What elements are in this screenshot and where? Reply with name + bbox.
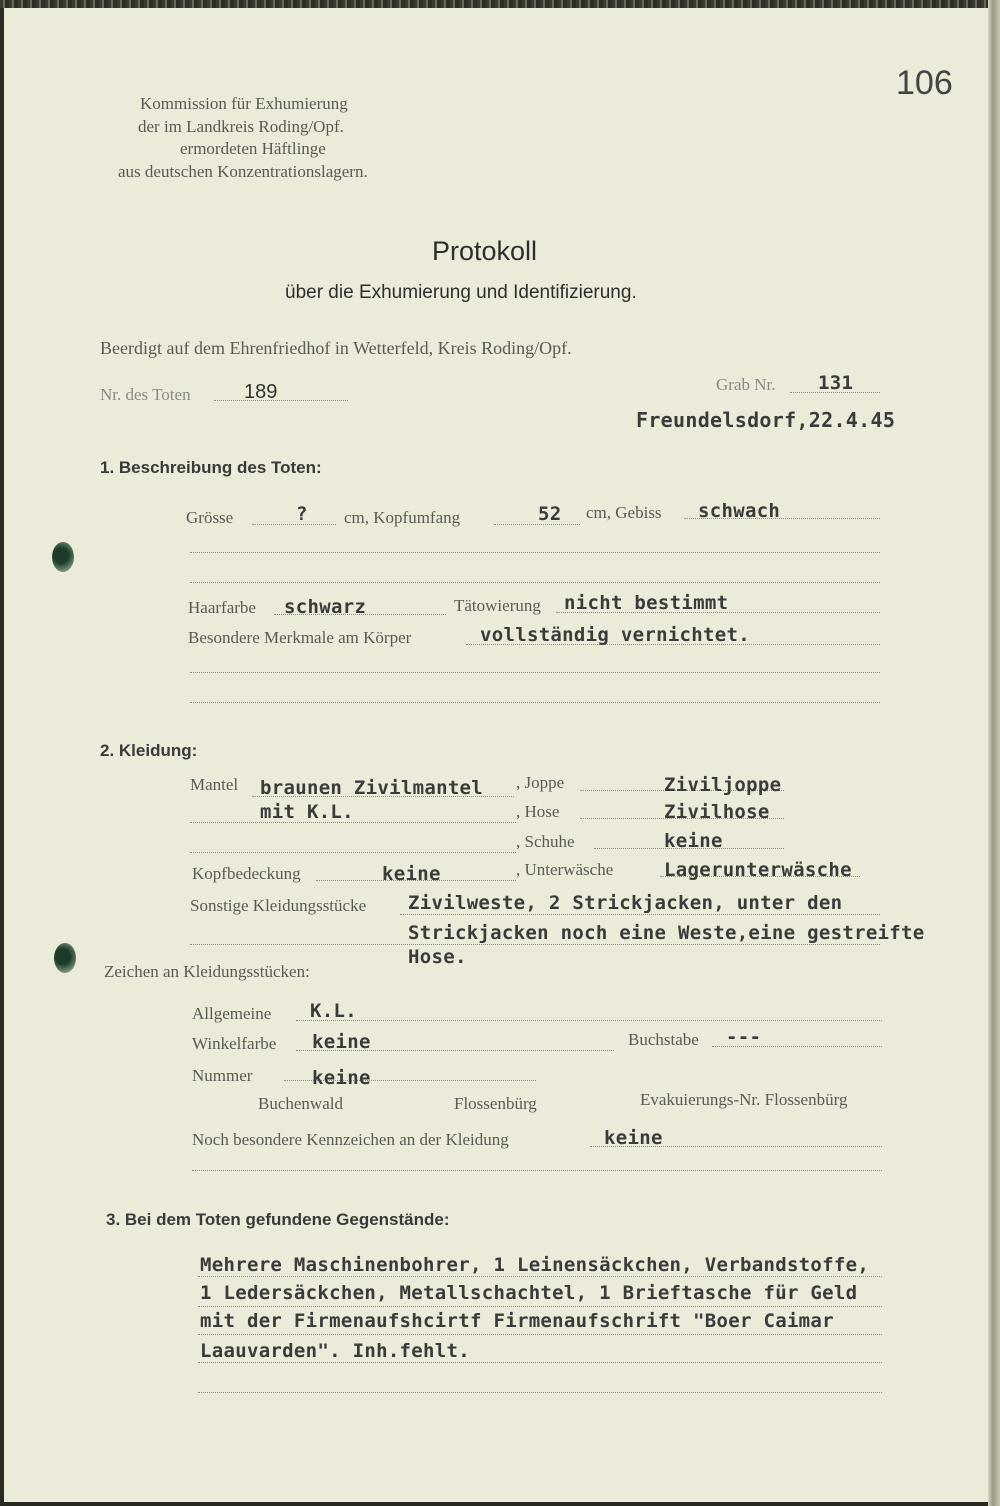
punch-hole-top (52, 542, 74, 572)
taetowierung-value: nicht bestimmt (564, 592, 729, 614)
allgemeine-value: K.L. (310, 1000, 357, 1022)
merkmale-label: Besondere Merkmale am Körper (188, 628, 412, 647)
items-line-4: Laauvarden". Inh.fehlt. (200, 1340, 470, 1362)
section2-heading: 2. Kleidung: (100, 741, 198, 760)
page-number: 106 (896, 64, 953, 102)
haarfarbe-label: Haarfarbe (188, 598, 256, 617)
items-line-3: mit der Firmenaufshcirtf Firmenaufschrift "Boer Caimar (200, 1310, 834, 1332)
buchstabe-label: Buchstabe (628, 1030, 699, 1049)
document-page (4, 8, 988, 1502)
items-line-2: 1 Ledersäckchen, Metallschachtel, 1 Brieftasche für Geld (200, 1282, 858, 1304)
allgemeine-label: Allgemeine (192, 1004, 272, 1023)
col-buchenwald: Buchenwald (258, 1094, 343, 1113)
groesse-value: ? (296, 503, 308, 525)
taetowierung-label: Tätowierung (454, 596, 541, 615)
gebiss-label: cm, Gebiss (586, 503, 662, 522)
joppe-label: , Joppe (516, 773, 565, 792)
buchstabe-value: --- (726, 1026, 762, 1048)
col-evakuierung: Evakuierungs-Nr. Flossenbürg (640, 1090, 848, 1109)
kopfbedeckung-value: keine (382, 863, 441, 885)
dead-no-label: Nr. des Toten (100, 385, 191, 404)
header-line-4: aus deutschen Konzentrationslagern. (118, 162, 368, 181)
nummer-value: keine (312, 1067, 371, 1089)
sonstige-value-3: Hose. (408, 946, 467, 968)
mantel-value-1: braunen Zivilmantel (260, 777, 484, 799)
scan-right-edge (988, 0, 1000, 1506)
header-line-3: ermordeten Häftlinge (180, 139, 326, 158)
punch-hole-bottom (54, 943, 76, 973)
joppe-value: Ziviljoppe (664, 774, 782, 796)
col-flossenbuerg: Flossenbürg (454, 1094, 537, 1113)
sonstige-label: Sonstige Kleidungsstücke (190, 896, 367, 915)
kopfumfang-label: cm, Kopfumfang (344, 508, 461, 527)
place-date: Freundelsdorf,22.4.45 (636, 408, 896, 432)
haarfarbe-value: schwarz (284, 596, 367, 618)
mantel-value-2: mit K.L. (260, 801, 354, 823)
zeichen-label: Zeichen an Kleidungsstücken: (104, 962, 310, 981)
nummer-label: Nummer (192, 1066, 253, 1085)
hose-label: , Hose (516, 802, 560, 821)
header-line-2: der im Landkreis Roding/Opf. (138, 117, 344, 136)
grave-no-label: Grab Nr. (716, 375, 776, 394)
items-line-1: Mehrere Maschinenbohrer, 1 Leinensäckchen, Verbandstoffe, (200, 1254, 870, 1276)
document-subtitle: über die Exhumierung und Identifizierung. (285, 282, 637, 303)
gebiss-value: schwach (698, 500, 781, 522)
hose-value: Zivilhose (664, 801, 770, 823)
burial-place: Beerdigt auf dem Ehrenfriedhof in Wetterfeld, Kreis Roding/Opf. (100, 338, 572, 358)
header-line-1: Kommission für Exhumierung (140, 94, 348, 113)
sonstige-value-2: Strickjacken noch eine Weste,eine gestreifte (408, 922, 925, 944)
schuhe-value: keine (664, 830, 723, 852)
dead-no-value: 189 (244, 381, 278, 403)
kopfumfang-value: 52 (538, 503, 562, 525)
noch-label: Noch besondere Kennzeichen an der Kleidung (192, 1130, 509, 1149)
kopfbedeckung-label: Kopfbedeckung (192, 864, 301, 883)
groesse-label: Grösse (186, 508, 234, 527)
sonstige-value-1: Zivilweste, 2 Strickjacken, unter den (408, 892, 843, 914)
winkelfarbe-value: keine (312, 1031, 371, 1053)
merkmale-value: vollständig vernichtet. (480, 624, 750, 646)
grave-no-value: 131 (818, 372, 854, 394)
unterwaesche-value: Lagerunterwäsche (664, 859, 852, 881)
section3-heading: 3. Bei dem Toten gefundene Gegenstände: (106, 1210, 450, 1229)
section1-heading: 1. Beschreibung des Toten: (100, 458, 322, 477)
schuhe-label: , Schuhe (516, 832, 575, 851)
unterwaesche-label: , Unterwäsche (516, 860, 614, 879)
noch-value: keine (604, 1127, 663, 1149)
mantel-label: Mantel (190, 775, 239, 794)
document-title: Protokoll (432, 236, 538, 266)
scan-top-edge (0, 0, 1000, 8)
winkelfarbe-label: Winkelfarbe (192, 1034, 277, 1053)
